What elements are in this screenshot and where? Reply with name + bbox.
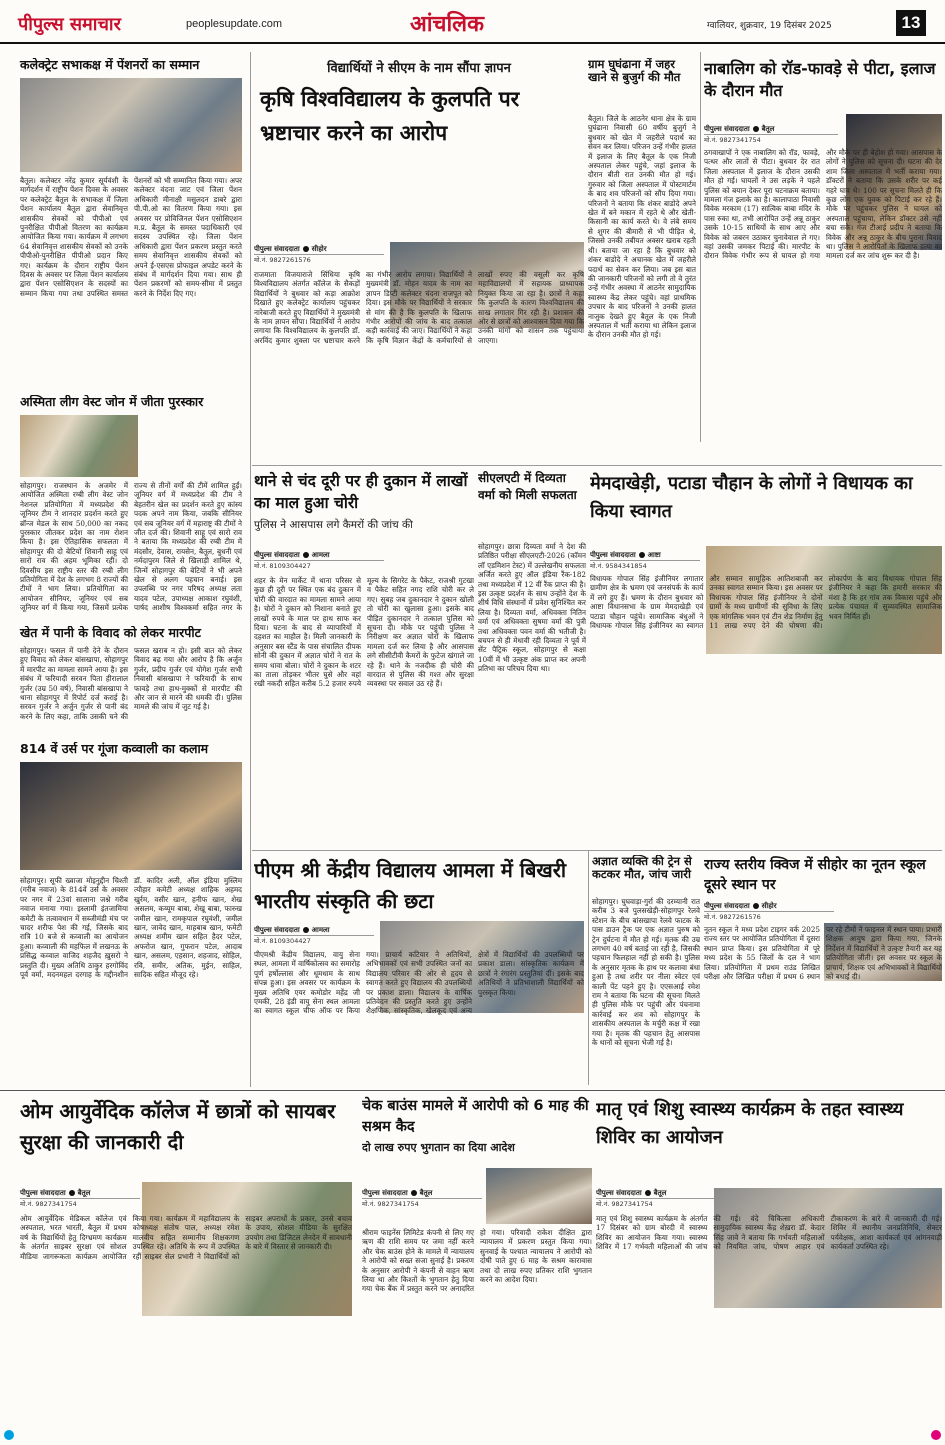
article-body: राजमाता विजयाराजे सिंधिया कृषि विश्वविद्यालय अंतर्गत कॉलेज के सैकड़ों विद्यार्थियों ने बुधवार को कड़ा आक्रोश दिखाते हुए कलेक्ट्रेट कार्यालय पहुंचकर नारेबाजी करते हुए विद्यार्थियों ने मुख्यमंत्री के नाम ज्ञापन सौंपा। विद्यार्थियों ने आरोप लगाया कि विश्वविद्यालय के कुलपति डॉ. अरविंद कुमार शुक्ला पर भ्रष्टाचार करने का गंभीर आरोप लगाया। विद्यार्थियों ने मुख्यमंत्री डॉ. मोहन यादव के नाम का ज्ञापन डिप्टी कलेक्टर चंदना राजपूत को दिया। इस मौके पर विद्यार्थियों ने सरकार से मांग की है कि कुलपति के खिलाफ गंभीर आरोपों की जांच के बाद तत्काल कड़ी कार्रवाई की जाए। विद्यार्थियों ने कहा कि कृषि विज्ञान केंद्रों के कर्मचारियों से लाखों रुपए की वसूली कर कृषि महाविद्यालयों में सहायक प्राध्यापक नियुक्त किया जा रहा है। छात्रों ने कहा कि कुलपति के कारण विश्वविद्यालय की साख लगातार गिर रही है। प्रशासन की ओर से छात्रों को आश्वासन दिया गया कि उनकी मांगों को शासन तक पहुंचाया जाएगा।: [254, 270, 584, 345]
article-body: सोहागपुर। सूफी ख्वाजा मोइनुद्दीन चिश्ती (गरीब नवाज) के 814वें उर्स के अवसर पर नगर में 23वां सालाना जश्ने गरीब नवाज मनाया गया। इस्लामी इंतजामिया कमेटी के तत्वावधान में सब्जीमंडी मंच पर चादर शरीफ पेश की गई, जिसके बाद रात्रि 10 बजे से कव्वाली का आयोजन हुआ। कव्वाली की महफिल में लखनऊ के प्रसिद्ध कव्वाल वाजिद शहजैद ख़ुसरो ने प्रस्तुति दी। मुख्य अतिथि ठाकुर हरगोविंद पूर्व वर्मा, मदनमहल दरगाह के गद्दीनशीन डॉ. कादिर अली, ऑल इंडिया मुस्लिम त्यौहार कमेटी अध्यक्ष शाहिक अहमद खुर्रम, वसीर खान, हनीफ खान, शेख असलम, कय्यूम बाबा, शेखू बाबा, फारुख जमील खान, रामकृपाल रघुवंशी, जमील खान, जावेद खान, माहबाब खान, फमेटी अध्यक्ष शमीम खान सहित हैदर पटेल, अफरोज खान, गुफरान पटेल, आदाब खान, असलम, एहसान, शहजाद, सोहिल, रवि, समीर, अतिक, मुईन, साहिल, सादिक सहित मौजूद रहे।: [20, 876, 242, 980]
mobile-number: मो.नं. 9827261576: [704, 913, 761, 921]
article-body: सोहागपुर। फसल में पानी देने के दौरान हुए विवाद को लेकर बांसखापा, सोहागपुर में मारपीट का मामला सामने आया है। इस संबंध में फरियादी सरवन पिता हीरालाल गुर्जर (उम्र 50 वर्ष), निवासी बांसखापा ने थाना सोहागपुर में रिपोर्ट दर्ज कराई है। सरवन गुर्जर ने अर्जुन गुर्जर से पानी बंद करने के लिए कहा, ताकि उसकी चने की फसल खराब न हो। इसी बात को लेकर विवाद बढ़ गया और आरोप है कि अर्जुन गुर्जर, प्रदीप गुर्जर एवं योगेश गुर्जर सभी निवासी बांसखापा ने फरियादी के साथ फावड़े तथा हाथ-मुक्कों से मारपीट की और जान से मारने की धमकी दी। पुलिस मामले की जांच में जुट गई है।: [20, 646, 242, 721]
byline: [254, 925, 374, 936]
article-cyber-security: [6, 1096, 352, 1436]
section-rule: [252, 465, 942, 466]
article-clat-success: [478, 470, 586, 848]
website-url[interactable]: peoplesupdate.com: [186, 18, 283, 30]
column-rule: [250, 52, 251, 1087]
mobile-number: मो.नं. 8109304427: [254, 937, 311, 945]
article-poison-death: [588, 58, 696, 463]
article-body: विधायक गोपाल सिंह इंजीनियर लगातार ग्रामीण क्षेत्र के भ्रमण एवं जनसंपर्क के कार्य में लगे हुए हैं। भ्रमण के दौरान बुधवार को आष्टा विधानसभा के ग्राम मेमदाखेड़ी एवं पटाडा चौहान पहुंचे। सामाजिक बंधुओं ने विधायक गोपाल सिंह इंजीनियर का स्वागत और सम्मान सामूहिक आतिशबाजी कर उनका स्वागत सम्मान किया। इस अवसर पर विधायक गोपाल सिंह इंजीनियर ने दोनों ग्रामों के मध्य ग्रामीणों की सुविधा के लिए एक मांगलिक भवन एवं टीन शेड निर्माण हेतु 11 लाख रुपए देने की घोषणा की। लोकार्पण के बाद विधायक गोपाल सिंह इंजीनियर ने कहा कि हमारी सरकार की मंशा है कि हर गांव तक विकास पहुंचे और प्रत्येक पंचायत में सुव्यवस्थित सामाजिक भवन निर्मित हों।: [590, 574, 942, 631]
headline: खेत में पानी के विवाद को लेकर मारपीट: [20, 626, 201, 640]
registration-mark: [4, 1430, 14, 1440]
headline: राज्य स्तरीय क्विज में सीहोर का नूतन स्कूल दूसरे स्थान पर: [704, 857, 926, 893]
article-train-death: [592, 855, 700, 1087]
article-body: मातृ एवं शिशु स्वास्थ्य कार्यक्रम के अंतर्गत 17 दिसंबर को ग्राम बोरदी में स्वास्थ्य शिविर का आयोजन किया गया। स्वास्थ्य शिविर में 17 गर्भवती महिलाओं की जांच की गई। वंदे चिकित्सा अधिकारी सामुदायिक स्वास्थ्य केंद्र शेख़रा डॉ. केदार सिंह जावे ने बताया कि गर्भवती महिलाओं को नियमित जांच, पोषण आहार एवं टीकाकरण के बारे में जानकारी दी गई। शिविर में स्थानीय जनप्रतिनिधि, सेक्टर पर्यवेक्षक, आशा कार्यकर्ता एवं आंगनवाड़ी कार्यकर्ता उपस्थित रहे।: [596, 1214, 942, 1252]
headline: मेमदाखेड़ी, पटाडा चौहान के लोगों ने विधायक का किया स्वागत: [590, 473, 913, 522]
article-water-dispute: [6, 626, 246, 734]
kicker: विद्यार्थियों ने सीएम के नाम सौंपा ज्ञापन: [327, 61, 511, 76]
byline-desk: पीपुल्स संवाददाता: [362, 1189, 408, 1197]
column-rule: [588, 850, 589, 1085]
article-quiz-second: [704, 855, 942, 1087]
byline-desk: पीपुल्स संवाददाता: [20, 1189, 66, 1197]
byline-place: आष्टा: [647, 551, 661, 559]
headline: अस्मिता लीग वेस्ट जोन में जीता पुरस्कार: [20, 395, 204, 409]
headline: चेक बाउंस मामले में आरोपी को 6 माह की सश्रम कैद: [362, 1098, 589, 1135]
article-body: बैतूल। कलेक्टर नरेंद्र कुमार सूर्यवंशी के मार्गदर्शन में राष्ट्रीय पेंशन दिवस के अवसर पर कलेक्ट्रेट बैतूल के सभाकक्ष में जिला पेंशन कार्यालय बैतूल द्वारा सेवानिवृत्त शासकीय सेवकों को पीपीओ एवं पुनरीक्षित पीपीओ वितरण का कार्यक्रम आयोजित किया गया। कार्यक्रम में लगभग 64 सेवानिवृत्त शासकीय सेवकों को उनके पीपीओ-पुनरीक्षित पीपीओ प्रदान किए गए। कार्यक्रम के दौरान राष्ट्रीय पेंशन दिवस के अवसर पर जिला पेंशन कार्यालय द्वारा पेंशन एसोसिएशन के सदस्यों का सम्मान किया गया तथा उपस्थित समस्त पेंशनरों को भी सम्मानित किया गया। अपर कलेक्टर वंदना जाट एवं जिला पेंशन अधिकारी मीनाक्षी मसुलदन डाबरे द्वारा पी.पी.ओ का वितरण किया गया। इस अवसर पर प्रोविजिनल पेंशन एसोसिएशन म.प्र. बैतूल के समस्त पदाधिकारी एवं सदस्य उपस्थित रहे। जिला पेंशन अधिकारी द्वारा पेंशन प्रकरण प्रस्तुत करते समय सेवानिवृत्त शासकीय सेवकों को अपने ई-एसएस प्रोफाइल अपडेट करने के संबंध में मार्गदर्शन दिया गया। साथ ही पेंशन प्रकरणों को समय-सीमा में प्रस्तुत करने के निर्देश दिए गए।: [20, 176, 242, 298]
mobile-number: मो.नं. 9827341754: [20, 1200, 77, 1208]
article-asmita-league: [6, 395, 246, 620]
article-body: पीएमश्री केंद्रीय विद्यालय, वायु सेना स्थल, आमला में वार्षिकोत्सव का समारोह पूर्ण हर्षोल्लास और धूमधाम के साथ संपन्न हुआ। इस अवसर पर कार्यक्रम के मुख्य अतिथि एयर कमोडोर महेंद्र जी एमकी, 28 इंडी वायु सेना स्थल आमला का स्वागत स्कूल चीफ ऑफ पर किया गया। प्राचार्य कटियार ने अतिथियों, अभिभावकों एवं सभी उपस्थित जनों का विद्यालय परिवार की ओर से हृदय से स्वागत करते हुए विद्यालय की उपलब्धियों पर प्रकाश डाला। विद्यालय के वार्षिक प्रतिवेदन की प्रस्तुति करते हुए उन्होंने शैक्षणिक, सांस्कृतिक, खेलकूद एवं अन्य क्षेत्रों में विद्यार्थियों की उपलब्धियों पर प्रकाश डाला। सांस्कृतिक कार्यक्रम में छात्रों ने रंगारंग प्रस्तुतियां दीं। इसके बाद अतिथियों ने प्रतिभाशाली विद्यार्थियों को पुरस्कृत किया।: [254, 950, 584, 1016]
byline: [704, 901, 834, 912]
byline: [590, 550, 700, 561]
article-body: सोहागपुर। राजस्थान के अजमेर में आयोजित अस्मिता रग्बी लीग वेस्ट जोन नेशनल प्रतियोगिता में मध्यप्रदेश की जूनियर टीम ने शानदार प्रदर्शन करते हुए ब्रॉन्ज मेडल के साथ 50,000 का नकद पुरस्कार जीतकर प्रदेश का नाम रोशन किया है। इस ऐतिहासिक सफलता में सोहागपुर की दो बेटियों शिवानी साहू एवं सारो राव की अहम भूमिका रही। दो दिवसीय इस राष्ट्रीय स्तर की रग्बी लीग प्रतियोगिता में देश के लगभग 8 राज्यों की टीमों ने भाग लिया। प्रतियोगिता का आयोजन सीनियर, जूनियर एवं सब जूनियर वर्ग में किया गया, जिसमें प्रत्येक राज्य से तीनों वर्गों की टीमें शामिल हुईं। जूनियर वर्ग में मध्यप्रदेश की टीम ने बेहतरीन खेल का प्रदर्शन करते हुए कांस्य पदक अपने नाम किया, जबकि सीनियर एवं सब जूनियर वर्ग में महाराष्ट्र की टीमों ने जीत दर्ज की। शिवानी साहू एवं सारो राव ने बताया कि मध्यप्रदेश की रग्बी टीम में मंदसौर, देवास, रायसेन, बैतूल, बुधनी एवं नर्मदापुरम जिले से खिलाड़ी शामिल थे, जिन्में सोहागपुर की बेटियों ने भी अपने खेल से अलग पहचान बनाई। इस उपलब्धि पर नगर परिषद अध्यक्ष लता यादव पटेल, उपाध्यक्ष आकाश रघुवंशी, पार्षद आशीष विश्वकर्मा सहित नगर के: [20, 481, 242, 613]
byline-place: सीहोर: [761, 902, 777, 910]
byline: [254, 550, 384, 561]
headline: थाने से चंद दूरी पर ही दुकान में लाखों का माल हुआ चोरी: [254, 472, 468, 512]
byline: [362, 1188, 482, 1199]
byline-desk: पीपुल्स संवाददाता: [254, 245, 300, 253]
headline: अज्ञात व्यक्ति की ट्रेन से कटकर मौत, जांच जारी: [592, 855, 692, 882]
headline: ओम आयुर्वेदिक कॉलेज में छात्रों को सायबर सुरक्षा की जानकारी दी: [20, 1099, 336, 1154]
article-body: शहर के मेन मार्केट में थाना परिसर से कुछ ही दूरी पर स्थित एक बंद दुकान में चोरी की वारदात का मामला सामने आया है। चोरों ने दुकान को निशाना बनाते हुए लाखों रुपये के माल पर हाथ साफ कर दिया। घटना के बाद से व्यापारियों में दहशत का माहौल है। मिली जानकारी के अनुसार बस स्टैंड के पास संचालित दीपक सोनी की दुकान में अज्ञात चोरों ने रात के समय धावा बोला। चोरों ने दुकान के शटर का ताला तोड़कर भीतर घुसे और वहां रखी नकदी सहित करीब 5.2 हजार रुपये मूल्य के सिगरेट के पैकेट, राजश्री गुटखा व पैकेट सहित नगद राशि चोरी कर ले गए। सुबह जब दुकानदार ने दुकान खोली तो चोरी का खुलासा हुआ। इसके बाद पीड़ित दुकानदार ने तत्काल पुलिस को सूचना दी। मौके पर पहुंची पुलिस ने निरीक्षण कर अज्ञात चोरों के खिलाफ मामला दर्ज कर लिया है और आसपास लगे सीसीटीवी कैमरों के फुटेज खंगाले जा रहे हैं। थाने के नजदीक ही चोरी की वारदात से पुलिस की गश्त और सुरक्षा व्यवस्था पर सवाल उठ रहे हैं।: [254, 576, 474, 689]
newspaper-logo: पीपुल्स समाचार: [18, 14, 121, 35]
byline-place: बैतूल: [419, 1189, 433, 1197]
mobile-number: मो.नं. 8109304427: [254, 562, 311, 570]
article-urs-qawwali: [6, 742, 246, 1087]
mobile-number: मो.नं. 9827341754: [704, 136, 761, 144]
article-body: ओम आयुर्वेदिक मेडिकल कॉलेज एवं अस्पताल, भरत भारती, बैतूल में प्रथम वर्ष के विद्यार्थियों हेतु दिग्भ्रमण कार्यक्रम के अंतर्गत साइबर सुरक्षा एवं सोशल मीडिया जागरूकता कार्यक्रम आयोजित किया गया। कार्यक्रम में महाविद्यालय के कोषाध्यक्ष संतोष पाल, अध्यक्ष रमेश मालवीय सहित सम्मानीय शिक्षकगण उपस्थित रहे। अतिथि के रूप में उपस्थित रहीं साइबर सेल प्रभारी ने विद्यार्थियों को साइबर अपराधों के प्रकार, उनसे बचाव के उपाय, सोशल मीडिया के सुरक्षित उपयोग तथा डिजिटल लेनदेन में सावधानी के बारे में विस्तार से जानकारी दी।: [20, 1214, 352, 1261]
byline-desk: पीपुल्स संवाददाता: [704, 902, 750, 910]
column-rule: [700, 52, 701, 442]
byline: [254, 244, 384, 255]
byline-desk: पीपुल्स संवाददाता: [254, 551, 300, 559]
mobile-number: मो.नं. 9827341754: [596, 1200, 653, 1208]
article-body: सोहागपुर। घुघवाड़ा-गुर्रा की दरम्यानी रात करीब 3 बजे पुलसखेड़ी-सोहागपुर रेलवे स्टेशन के बीच बांसखापा रेलवे फाटक के पास डाउन ट्रैक पर एक अज्ञात पुरुष को ट्रेन दुर्घटना में मौत हो गई। मृतक की उम्र लगभग 40 वर्ष बताई जा रही है, जिसकी पहचान फिलहाल नहीं हो सकी है। पुलिस के अनुसार मृतक के हाथ पर कलावा बंधा हुआ है तथा शरीर पर नीला स्वेटर एवं काली पेंट पहने हुए है। एएसआई रमेश राम ने बताया कि घटना की सूचना मिलते ही पुलिस मौके पर पहुंची और पंचनामा कार्रवाई कर शव को सोहागपुर के शासकीय अस्पताल के मर्चुरी कक्ष में रखा गया है। मृतक की पहचान हेतु आसपास के थानों को सूचना भेजी गई है।: [592, 897, 700, 1048]
headline: सीएलएटी में दिव्यता वर्मा को मिली सफलता: [478, 471, 577, 502]
article-cheque-bounce: [362, 1096, 592, 1436]
headline: मातृ एवं शिशु स्वास्थ्य कार्यक्रम के तहत स्वास्थ्य शिविर का आयोजन: [596, 1099, 904, 1148]
byline-desk: पीपुल्स संवाददाता: [704, 125, 750, 133]
byline-desk: पीपुल्स संवाददाता: [590, 551, 636, 559]
byline-desk: पीपुल्स संवाददाता: [596, 1189, 642, 1197]
headline: कलेक्ट्रेट सभाकक्ष में पेंशनरों का सम्मान: [20, 58, 200, 72]
deck: दो लाख रुपए भुगतान का दिया आदेश: [362, 1141, 515, 1154]
registration-mark: [931, 1430, 941, 1440]
byline-place: बैतूल: [653, 1189, 667, 1197]
article-body: नूतन स्कूल ने मध्य प्रदेश टाइगर वर्क 2025 राज्य स्तर पर आयोजित प्रतियोगिता में दूसरा स्थान प्राप्त किया। इस प्रतियोगिता में पूरे मध्य प्रदेश के 55 जिलों के दल ने भाग लिया। प्रतियोगिता में प्रथम राउंड लिखित परीक्षा और लिखित परीक्षा में प्रथम 6 स्थान पर रहे टीमों ने फाइनल में स्थान पाया। प्रभारी शिक्षक आयुष द्वारा किया गया, जिनके निर्देशन में विद्यार्थियों ने उत्कृष्ट तैयारी कर यह प्रतियोगिता जीती। इस अवसर पर स्कूल के प्राचार्य, शिक्षक एवं अभिभावकों ने विद्यार्थियों को बधाई दी।: [704, 925, 942, 982]
byline-place: आमला: [311, 926, 330, 934]
dateline: ग्वालियर, शुक्रवार, 19 दिसंबर 2025: [707, 21, 832, 31]
article-university-corruption: [254, 58, 584, 463]
news-photo: [20, 78, 242, 172]
article-body: श्रीराम फाइनेंस लिमिटेड कंपनी से लिए गए ऋण की राशि समय पर जमा नहीं करने और चेक बाउंस होने के मामले में न्यायालय ने आरोपी को सख्त सजा सुनाई है। प्रकरण के अनुसार आरोपी ने कंपनी से वाहन ऋण लिया था और किश्तों के भुगतान हेतु दिया गया चेक बैंक में प्रस्तुत करने पर अनादरित हो गया। परिवादी राकेश दीक्षित द्वारा न्यायालय में प्रकरण प्रस्तुत किया गया। सुनवाई के पश्चात न्यायालय ने आरोपी को दोषी पाते हुए 6 माह के सश्रम कारावास तथा दो लाख रुपए प्रतिकर राशि भुगतान करने का आदेश दिया।: [362, 1228, 592, 1294]
byline-place: आमला: [311, 551, 330, 559]
article-pension-honour: [6, 58, 246, 388]
news-photo: [20, 415, 138, 477]
mobile-number: मो.नं. 9827341754: [362, 1200, 419, 1208]
article-kv-amla: [254, 855, 584, 1085]
headline: ग्राम घुघंढाना में जहर खाने से बुजुर्ग की मौत: [588, 58, 681, 85]
article-mla-welcome: [590, 470, 942, 848]
article-health-camp: [596, 1096, 942, 1436]
article-body: बैतूल। जिले के आठनेर थाना क्षेत्र के ग्राम घुघंढाना निवासी 60 वर्षीय बुजुर्ग ने बुधवार को खेत में जहरीले पदार्थ का सेवन कर लिया। परिजन उन्हें गंभीर हालत में इलाज के लिए बैतूल के एक निजी अस्पताल लेकर पहुंचे, जहां इलाज के दौरान बीती रात उनकी मौत हो गई। गुरुवार को जिला अस्पताल में पोस्टमार्टम के बाद शव परिजनों को सौंप दिया गया। परिजनों ने बताया कि शंकर बाडोदे अपने खेत में बने मकान में रहते थे और खेती-किसानी का कार्य करते थे। वे लंबे समय से शुगर की बीमारी से भी पीड़ित थे, जिससे उनकी तबीयत अक्सर खराब रहती थी। बताया जा रहा है कि बुधवार को शंकर बाडोदे ने अचानक खेत में जहरीले पदार्थ का सेवन कर लिया। जब इस बात की जानकारी परिजनों को लगी तो वे तुरंत उन्हें गंभीर अवस्था में आठनेर सामुदायिक स्वास्थ्य केंद्र लेकर पहुंचे। वहां प्राथमिक उपचार के बाद परिजनों ने उनकी हालत नाजुक देखते हुए बैतूल के एक निजी अस्पताल में भर्ती कराया था लेकिन इलाज के दौरान उनकी मौत हो गई।: [588, 114, 696, 340]
deck: पुलिस ने आसपास लगे कैमरों की जांच की: [254, 519, 413, 531]
headline: कृषि विश्वविद्यालय के कुलपति पर भ्रष्टाचार करने का आरोप: [260, 87, 520, 145]
section-title: आंचलिक: [410, 12, 484, 37]
headline: पीएम श्री केंद्रीय विद्यालय आमला में बिखरी भारतीय संस्कृति की छटा: [254, 858, 567, 913]
byline-place: बैतूल: [77, 1189, 91, 1197]
masthead: [0, 0, 945, 44]
mobile-number: मो.नं. 9827261576: [254, 256, 311, 264]
headline: नाबालिग को रॉड-फावड़े से पीटा, इलाज के दौरान मौत: [704, 59, 936, 100]
headline: 814 वें उर्स पर गूंजा कव्वाली का कलाम: [20, 742, 209, 756]
byline: [20, 1188, 140, 1199]
article-shop-theft: [254, 470, 474, 848]
section-rule: [252, 850, 942, 851]
news-photo: [20, 762, 242, 870]
byline-place: बैतूल: [761, 125, 775, 133]
byline: [596, 1188, 716, 1199]
byline-desk: पीपुल्स संवाददाता: [254, 926, 300, 934]
gavel-photo: [486, 1168, 592, 1224]
byline-place: सीहोर: [311, 245, 327, 253]
section-rule: [0, 1090, 945, 1091]
article-body: ठगवाखापों ने एक नाबालिग को रॉड, फावड़े, पत्थर और लातों से पीटा। बुधवार देर रात जिला अस्पताल में इलाज के दौरान उसकी मौत हो गई। घायलों ने उस लड़के ने पहले पुलिस को बयान देकर पूरा घटनाक्रम बताया। मामला गंज इलाके का है। कालापाठा निवासी विवेक मरकाम (17) सात्विक बाबा मंदिर के पास रुका था, तभी आरोपित उन्हें अन्नू ठाकुर उसके 10-15 साथियों के साथ आए और विवेक को जबरन उठाकर चुनावेवाल ले गए। वहां उसकी जमकर पिटाई की। मारपीट के दौरान विवेक गंभीर रूप से घायल हो गया और मौके पर ही बेहोश हो गया। आसपास के लोगों ने पुलिस को सूचना दी। घटना की देर शाम जिला अस्पताल में भर्ती कराया गया। डॉक्टरों ने बताया कि उसके शरीर पर कई गहरे घाव थे। 100 पर सूचना मिलते ही कि कुछ लोग एक युवक को पिटाई कर रहे हैं। मौके पर पहुंचकर पुलिस ने घायल को अस्पताल पहुंचाया, लेकिन डॉक्टर उसे नहीं बचा सके। गंज टीआई प्रदीप ने बताया कि विवेक और अन्नू ठाकुर के बीच पुराना विवाद था। पुलिस ने आरोपितों के खिलाफ हत्या का मामला दर्ज कर जांच शुरू कर दी है।: [704, 148, 942, 261]
article-minor-beaten: [704, 58, 942, 463]
article-body: सोहागपुर। छात्रा दिव्यता वर्मा ने देश की प्रतिष्ठित परीक्षा सीएलएटी-2026 (कॉमन लॉ एडमिशन टेस्ट) में उल्लेखनीय सफलता अर्जित करते हुए ऑल इंडिया रैंक-182 तथा मध्यप्रदेश में 12 वीं रैंक प्राप्त की है। इस उत्कृष्ट प्रदर्शन के साथ उन्होंने देश के शीर्ष विधि संस्थानों में प्रवेश सुनिश्चित कर लिया है। दिव्यता वर्मा, अधिवक्ता नितिन वर्मा एवं अधिवक्ता सुषमा वर्मा की पुत्री तथा अधिवक्ता पवन वर्मा की भतीजी है। बचपन से ही मेधावी रही दिव्यता ने पूर्व में सेंट पैट्रिक स्कूल, सोहागपुर से कक्षा 10वीं में भी उत्कृष्ट अंक प्राप्त कर अपनी प्रतिभा का परिचय दिया था।: [478, 542, 586, 674]
mobile-number: मो.नं. 9584341854: [590, 562, 647, 570]
page-number: 13: [896, 10, 926, 36]
byline: [704, 124, 838, 135]
